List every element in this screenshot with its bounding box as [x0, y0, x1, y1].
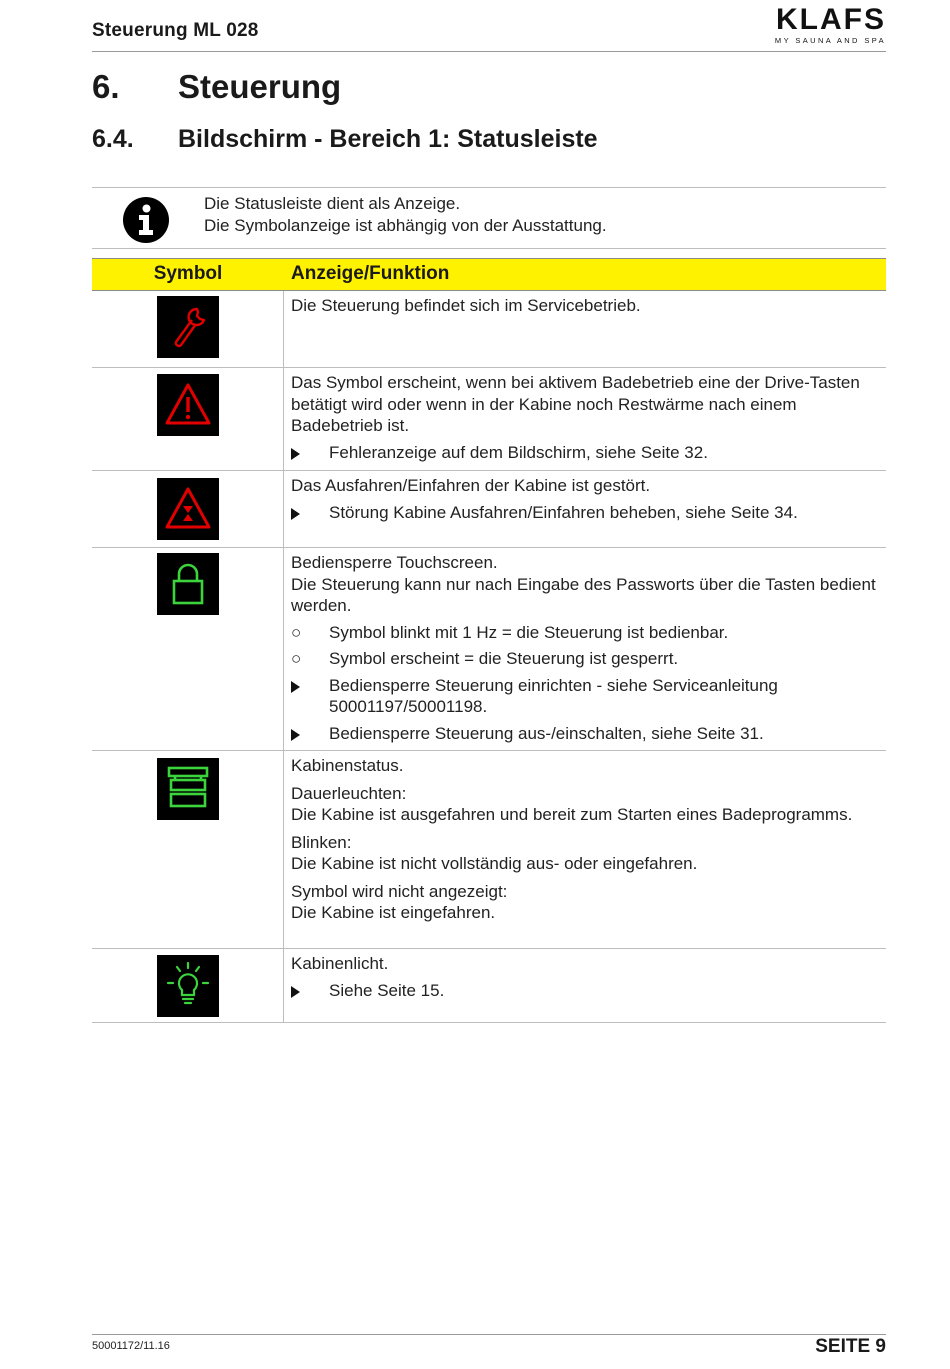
function-text: Kabinenlicht.: [291, 954, 389, 973]
function-text: Bediensperre Touchscreen.: [291, 553, 498, 572]
table-row: [92, 368, 886, 471]
section-heading: [92, 125, 598, 154]
function-cell: [291, 291, 886, 317]
status-description: Die Kabine ist nicht vollständig aus- oder eingefahren.: [291, 854, 698, 873]
function-cell: [291, 751, 886, 924]
reference-text: Störung Kabine Ausfahren/Einfahren beheben, siehe Seite 34.: [329, 502, 798, 522]
chapter-heading: [92, 68, 341, 106]
info-note-text: [204, 193, 607, 237]
cabin-light-symbol: [157, 955, 219, 1017]
padlock-icon: [157, 553, 219, 615]
status-symbol-table: [92, 258, 886, 1023]
section-number: 6.4.: [92, 125, 134, 153]
reference-text: Siehe Seite 15.: [329, 980, 445, 1000]
header-divider: [92, 51, 886, 52]
symbol-cell: [92, 471, 284, 547]
arrow-bullet-icon: [291, 442, 305, 466]
footer-divider: [92, 1334, 886, 1335]
function-text: Kabinenstatus.: [291, 756, 404, 775]
symbol-cell: [92, 548, 284, 750]
document-number: 50001172/11.16: [92, 1340, 170, 1352]
table-row: [92, 949, 886, 1023]
arrow-bullet-icon: [291, 675, 305, 699]
cabin-light-bulb-icon: [157, 955, 219, 1017]
page-number: SEITE 9: [815, 1336, 886, 1357]
cabin-status-icon: [157, 758, 219, 820]
cabin-fault-symbol: [157, 478, 219, 540]
reference-text: Bediensperre Steuerung einrichten - siehe Serviceanleitung 50001197/50001198.: [329, 675, 778, 716]
reference-text: Bediensperre Steuerung aus-/einschalten, siehe Seite 31.: [329, 723, 764, 743]
symbol-cell: [92, 368, 284, 470]
symbol-cell: [92, 291, 284, 367]
list-item-text: Symbol blinkt mit 1 Hz = die Steuerung ist bedienbar.: [329, 622, 729, 642]
function-cell: [291, 949, 886, 1001]
status-label: Blinken:: [291, 832, 352, 852]
lock-symbol: [157, 553, 219, 615]
function-text: Die Steuerung kann nur nach Eingabe des Passworts über die Tasten bedient werden.: [291, 574, 876, 615]
function-text: Das Ausfahren/Einfahren der Kabine ist gestört.: [291, 476, 651, 495]
table-row: [92, 548, 886, 751]
wrench-icon: [157, 296, 219, 358]
section-title: Bildschirm - Bereich 1: Statusleiste: [178, 125, 598, 153]
circle-bullet-icon: ○: [291, 649, 302, 668]
document-title: Steuerung ML 028: [92, 20, 259, 41]
arrow-bullet-icon: [291, 980, 305, 1004]
arrow-bullet-icon: [291, 723, 305, 747]
status-label: Dauerleuchten:: [291, 783, 407, 803]
status-paragraph: [291, 881, 876, 924]
logo-tagline: MY SAUNA AND SPA: [774, 36, 886, 45]
function-cell: [291, 368, 886, 463]
column-header-function: Anzeige/Funktion: [291, 263, 450, 284]
cabin-status-symbol: [157, 758, 219, 820]
status-description: Die Kabine ist eingefahren.: [291, 903, 496, 922]
function-cell: [291, 471, 886, 523]
list-item: [291, 622, 876, 644]
list-item-text: Symbol erscheint = die Steuerung ist gesperrt.: [329, 649, 679, 668]
column-header-symbol: Symbol: [153, 263, 223, 284]
status-label: Symbol wird nicht angezeigt:: [291, 881, 508, 901]
table-row: [92, 291, 886, 368]
cabin-drive-warning-icon: [157, 478, 219, 540]
table-row: [92, 471, 886, 548]
arrow-bullet-icon: [291, 502, 305, 526]
page-reference: [291, 442, 876, 464]
table-header: [92, 258, 886, 291]
list-item: [291, 648, 876, 670]
table-row: [92, 751, 886, 949]
status-paragraph: [291, 783, 876, 826]
logo-wordmark: KLAFS: [776, 3, 886, 36]
klafs-logo: [775, 4, 886, 45]
page-reference: [291, 980, 876, 1002]
function-text: Das Symbol erscheint, wenn bei aktivem Badebetrieb eine der Drive-Tasten betätigt wird oder wenn in der Kabine noch Restwärme nach einem Badebetrieb ist.: [291, 373, 860, 435]
symbol-cell: [92, 751, 284, 948]
page-reference: [291, 723, 876, 745]
function-cell: [291, 548, 886, 744]
symbol-cell: [92, 949, 284, 1022]
page-reference: [291, 675, 876, 718]
reference-text: Fehleranzeige auf dem Bildschirm, siehe Seite 32.: [329, 442, 708, 462]
info-note-line-1: Die Statusleiste dient als Anzeige.: [204, 194, 461, 213]
page-reference: [291, 502, 876, 524]
circle-bullet-icon: ○: [291, 622, 302, 642]
status-description: Die Kabine ist ausgefahren und bereit zum Starten eines Badeprogramms.: [291, 805, 853, 824]
chapter-title: Steuerung: [178, 68, 342, 105]
info-note: [92, 187, 886, 249]
warning-symbol: [157, 374, 219, 436]
service-symbol: [157, 296, 219, 358]
warning-triangle-icon: [157, 374, 219, 436]
function-text: Die Steuerung befindet sich im Servicebetrieb.: [291, 296, 641, 315]
chapter-number: 6.: [92, 68, 120, 105]
info-icon: [122, 196, 170, 244]
status-paragraph: [291, 832, 876, 875]
info-note-line-2: Die Symbolanzeige ist abhängig von der Ausstattung.: [204, 216, 607, 235]
